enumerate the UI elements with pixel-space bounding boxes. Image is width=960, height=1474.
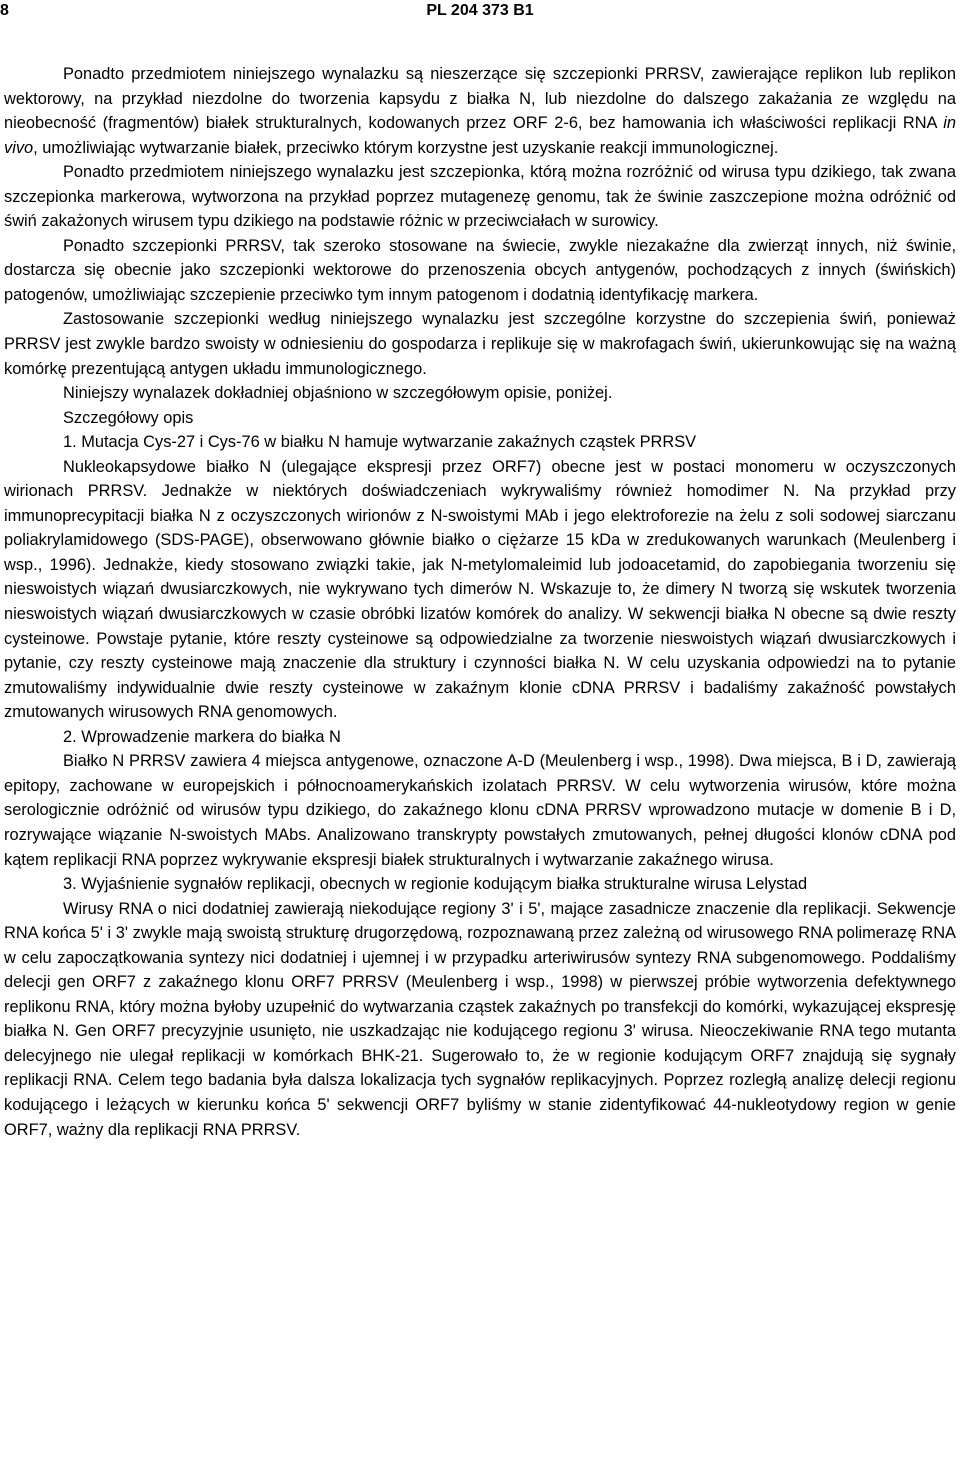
paragraph-marker-vaccine: Ponadto przedmiotem niniejszego wynalazku jest szczepionka, którą można rozróżnić od wirusa typu dzikiego, tak zwana szczepionka markerowa, wytworzona na przykład poprzez mutagenezę genomu, tak że świnie zaszczepione można odróżnić od świń zakażonych wirusem typu dzikiego na podstawie różnic w przeciwciałach w surowicy.: [4, 163, 956, 231]
page-number: 8: [0, 2, 9, 19]
section-heading-2: 2. Wprowadzenie markera do białka N: [63, 727, 341, 746]
paragraph-vaccines: Ponadto przedmiotem niniejszego wynalazku są nieszerzące się szczepionki PRRSV, zawierające replikon lub replikon wektorowy, na przykład niezdolne do tworzenia kapsydu z białka N, lub niezdolne do dalszego zakażania ze względu na nieobecność (fragmentów) białek strukturalnych, kodowanych przez ORF 2-6, bez hamowania ich właściwości replikacji RNA in vivo, umożliwiając wytwarzanie białek, przeciwko którym korzystne jest uzyskanie reakcji immunologicznej.: [4, 65, 956, 157]
page-header: [0, 0, 960, 28]
in-vivo-italic: in vivo: [4, 114, 956, 157]
paragraph-vector-vaccines: Ponadto szczepionki PRRSV, tak szeroko stosowane na świecie, zwykle niezakaźne dla zwierząt innych, niż świnie, dostarcza się obecnie jako szczepionki wektorowe do przenoszenia obcych antygenów, pochodzących z innych (świńskich) patogenów, umożliwiając szczepienie przeciwko tym innym patogenom i dodatnią identyfikację markera.: [4, 236, 956, 304]
section-title-detailed-description: Szczegółowy opis: [63, 408, 194, 427]
paragraph-application: Zastosowanie szczepionki według niniejszego wynalazku jest szczególne korzystne do szczepienia świń, ponieważ PRRSV jest zwykle bardzo swoisty w odniesieniu do gospodarza i replikuje się w makrofagach świń, ukierunkowując się na ważną komórkę prezentującą antygen układu immunologicznego.: [4, 310, 956, 378]
page-body: [4, 62, 956, 1142]
paragraph-nucleocapsid: Nukleokapsydowe białko N (ulegające ekspresji przez ORF7) obecne jest w postaci monomeru w oczyszczonych wirionach PRRSV. Jednakże w niektórych doświadczeniach wykrywaliśmy również homodimer N. Na przykład przy immunoprecypitacji białka N z oczyszczonych wirionów z N-swoistymi MAb i jego elektroforezie na żelu z soli sodowej siarczanu poliakrylamidowego (SDS-PAGE), obserwowano głównie białko o ciężarze 15 kDa w zredukowanych warunkach (Meulenberg i wsp., 1996). Jednakże, kiedy stosowano związki takie, jak N-metylomaleimid lub jodoacetamid, do zapobiegania tworzeniu się nieswoistych wiązań dwusiarczkowych, nie wykrywano tych dimerów N. Wskazuje to, że dimery N tworzą się wskutek tworzenia nieswoistych wiązań dwusiarczkowych w czasie obróbki lizatów komórek do analizy. W sekwencji białka N obecne są dwie reszty cysteinowe. Powstaje pytanie, które reszty cysteinowe są odpowiedzialne za tworzenie nieswoistych wiązań dwusiarczkowych i pytanie, czy reszty cysteinowe mają znaczenie dla struktury i czynności białka N. W celu uzyskania odpowiedzi na to pytanie zmutowaliśmy indywidualnie dwie reszty cysteinowe w zakaźnym klonie cDNA PRRSV i badaliśmy zakaźność powstałych zmutowanych wirusowych RNA genomowych.: [4, 457, 956, 722]
section-heading-1: 1. Mutacja Cys-27 i Cys-76 w białku N hamuje wytwarzanie zakaźnych cząstek PRRSV: [63, 433, 697, 452]
paragraph-antigenic-sites: Białko N PRRSV zawiera 4 miejsca antygenowe, oznaczone A-D (Meulenberg i wsp., 1998). Dwa miejsca, B i D, zawierają epitopy, zachowane w europejskich i północnoamerykańskich izolatach PRRSV. W celu wytworzenia wirusów, które można serologicznie odróżnić od wirusów typu dzikiego, do zakaźnego klonu cDNA PRRSV wprowadzono mutacje w domenie B i D, rozrywające wiązanie N-swoistych MAbs. Analizowano transkrypty powstałych zmutowanych, pełnej długości klonów cDNA pod kątem replikacji RNA poprzez wykrywanie ekspresji białek strukturalnych i wytwarzanie zakaźnego wirusa.: [4, 752, 956, 869]
document-id: PL 204 373 B1: [426, 2, 534, 19]
section-heading-3: 3. Wyjaśnienie sygnałów replikacji, obecnych w regionie kodującym białka strukturalne wirusa Lelystad: [63, 875, 808, 894]
paragraph-intro-details: Niniejszy wynalazek dokładniej objaśniono w szczegółowym opisie, poniżej.: [63, 384, 613, 403]
paragraph-replication-signals: Wirusy RNA o nici dodatniej zawierają niekodujące regiony 3' i 5', mające zasadnicze znaczenie dla replikacji. Sekwencje RNA końca 5' i 3' zwykle mają swoistą strukturę drugorzędową, rozpoznawaną przez zależną od wirusowego RNA polimerazę RNA w celu zapoczątkowania syntezy nici dodatniej i ujemnej i w przypadku arteriwirusów syntezy RNA subgenomowego. Poddaliśmy delecji gen ORF7 z zakaźnego klonu ORF7 PRRSV (Meulenberg i wsp., 1998) w pierwszej próbie wytworzenia defektywnego replikonu RNA, który można byłoby uzupełnić do wytwarzania cząstek zakaźnych po transfekcji do komórki, wykazującej ekspresję białka N. Gen ORF7 precyzyjnie usunięto, nie uszkadzając nie kodującego regionu 3' wirusa. Nieoczekiwanie RNA tego mutanta delecyjnego nie ulegał replikacji w komórkach BHK-21. Sugerowało to, że w regionie kodującym ORF7 znajdują się sygnały replikacji RNA. Celem tego badania była dalsza lokalizacja tych sygnałów replikacyjnych. Poprzez rozległą analizę delecji regionu kodującego i leżących w kierunku końca 5' sekwencji ORF7 byliśmy w stanie zidentyfikować 44-nukleotydowy region w genie ORF7, ważny dla replikacji RNA PRRSV.: [4, 899, 956, 1139]
